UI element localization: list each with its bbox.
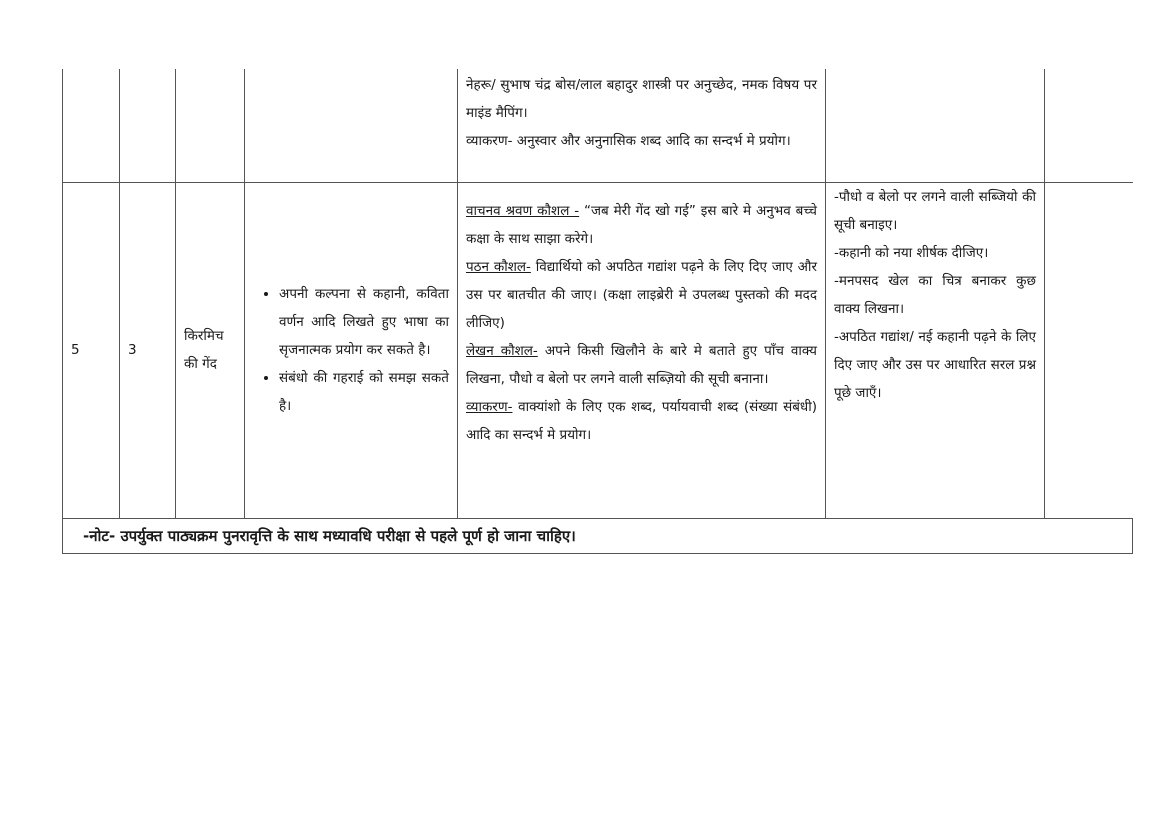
remarks-cell xyxy=(1045,69,1133,182)
activity-item: -कहानी को नया शीर्षक दीजिए। xyxy=(834,244,989,261)
skills-cell xyxy=(458,69,826,182)
activities-cell xyxy=(826,69,1045,182)
skill-reading-listening xyxy=(466,197,817,253)
skills-text: व्याकरण- अनुस्वार और अनुनासिक शब्द आदि का सन्दर्भ मे प्रयोग। xyxy=(466,133,791,149)
remarks-cell xyxy=(1045,182,1133,518)
skill-grammar xyxy=(466,393,817,449)
outcomes-cell xyxy=(245,69,458,182)
week-cell xyxy=(120,69,176,182)
outcomes-cell xyxy=(245,182,458,518)
skill-text: विद्यार्थियो को अपठित गद्यांश पढ़ने के लिए दिए जाए और उस पर बातचीत की जाए। (कक्षा लाइब्रेरी मे उपलब्ध पुस्तको की मदद लीजिए) xyxy=(466,258,817,331)
chapter-cell xyxy=(176,69,245,182)
list-item: • संबंधो की गहराई को समझ सकते है। xyxy=(279,364,449,420)
activities-cell xyxy=(826,182,1045,518)
sno-cell xyxy=(63,69,120,182)
activity-item: -पौधो व बेलो पर लगने वाली सब्जियो की सूची बनाइए। xyxy=(834,188,1036,233)
skills-text: नेहरू/ सुभाष चंद्र बोस/लाल बहादुर शास्त्री पर अनुच्छेद, नमक विषय पर माइंड मैपिंग। xyxy=(466,77,817,121)
table-row xyxy=(63,182,1133,518)
skill-text: “जब मेरी गेंद खो गई” इस बारे मे अनुभव बच्चे कक्षा के साथ साझा करेगे। xyxy=(466,202,818,247)
outcomes-list xyxy=(253,280,449,420)
sno-cell xyxy=(63,182,120,518)
chapter-title: किरमिच की गेंद xyxy=(184,328,224,372)
table-row xyxy=(63,69,1133,182)
skill-label: पठन कौशल- xyxy=(466,258,531,275)
skill-label: लेखन कौशल- xyxy=(466,342,538,359)
activity-item: -मनपसद खेल का चित्र बनाकर कुछ वाक्य लिखना। xyxy=(834,272,1036,317)
skill-label: वाचनव श्रवण कौशल - xyxy=(466,202,580,219)
skills-cell xyxy=(458,182,826,518)
skill-text: अपने किसी खिलौने के बारे मे बताते हुए पाँच वाक्य लिखना, पौधो व बेलो पर लगने वाली सब्ज़ियो की सूची बनाना। xyxy=(466,342,817,387)
syllabus-table xyxy=(62,69,1133,554)
skill-reading xyxy=(466,253,817,337)
skill-label: व्याकरण- xyxy=(466,398,513,415)
chapter-cell xyxy=(176,182,245,518)
week-number: 3 xyxy=(128,342,137,358)
note-cell xyxy=(63,518,1133,553)
serial-number: 5 xyxy=(71,342,80,358)
skill-text: वाक्यांशो के लिए एक शब्द, पर्यायवाची शब्द (संख्या संबंधी) आदि का सन्दर्भ मे प्रयोग। xyxy=(466,398,817,443)
note-row xyxy=(63,518,1133,553)
skill-writing xyxy=(466,337,817,393)
syllabus-note: -नोट- उपर्युक्त पाठ्यक्रम पुनरावृत्ति के साथ मध्यावधि परीक्षा से पहले पूर्ण हो जाना चाहिए। xyxy=(83,526,576,545)
list-item: • अपनी कल्पना से कहानी, कविता वर्णन आदि लिखते हुए भाषा का सृजनात्मक प्रयोग कर सकते है। xyxy=(279,280,449,364)
activity-item: -अपठित गद्यांश/ नई कहानी पढ़ने के लिए दिए जाए और उस पर आधारित सरल प्रश्न पूछे जाएँ। xyxy=(834,328,1036,401)
week-cell xyxy=(120,182,176,518)
